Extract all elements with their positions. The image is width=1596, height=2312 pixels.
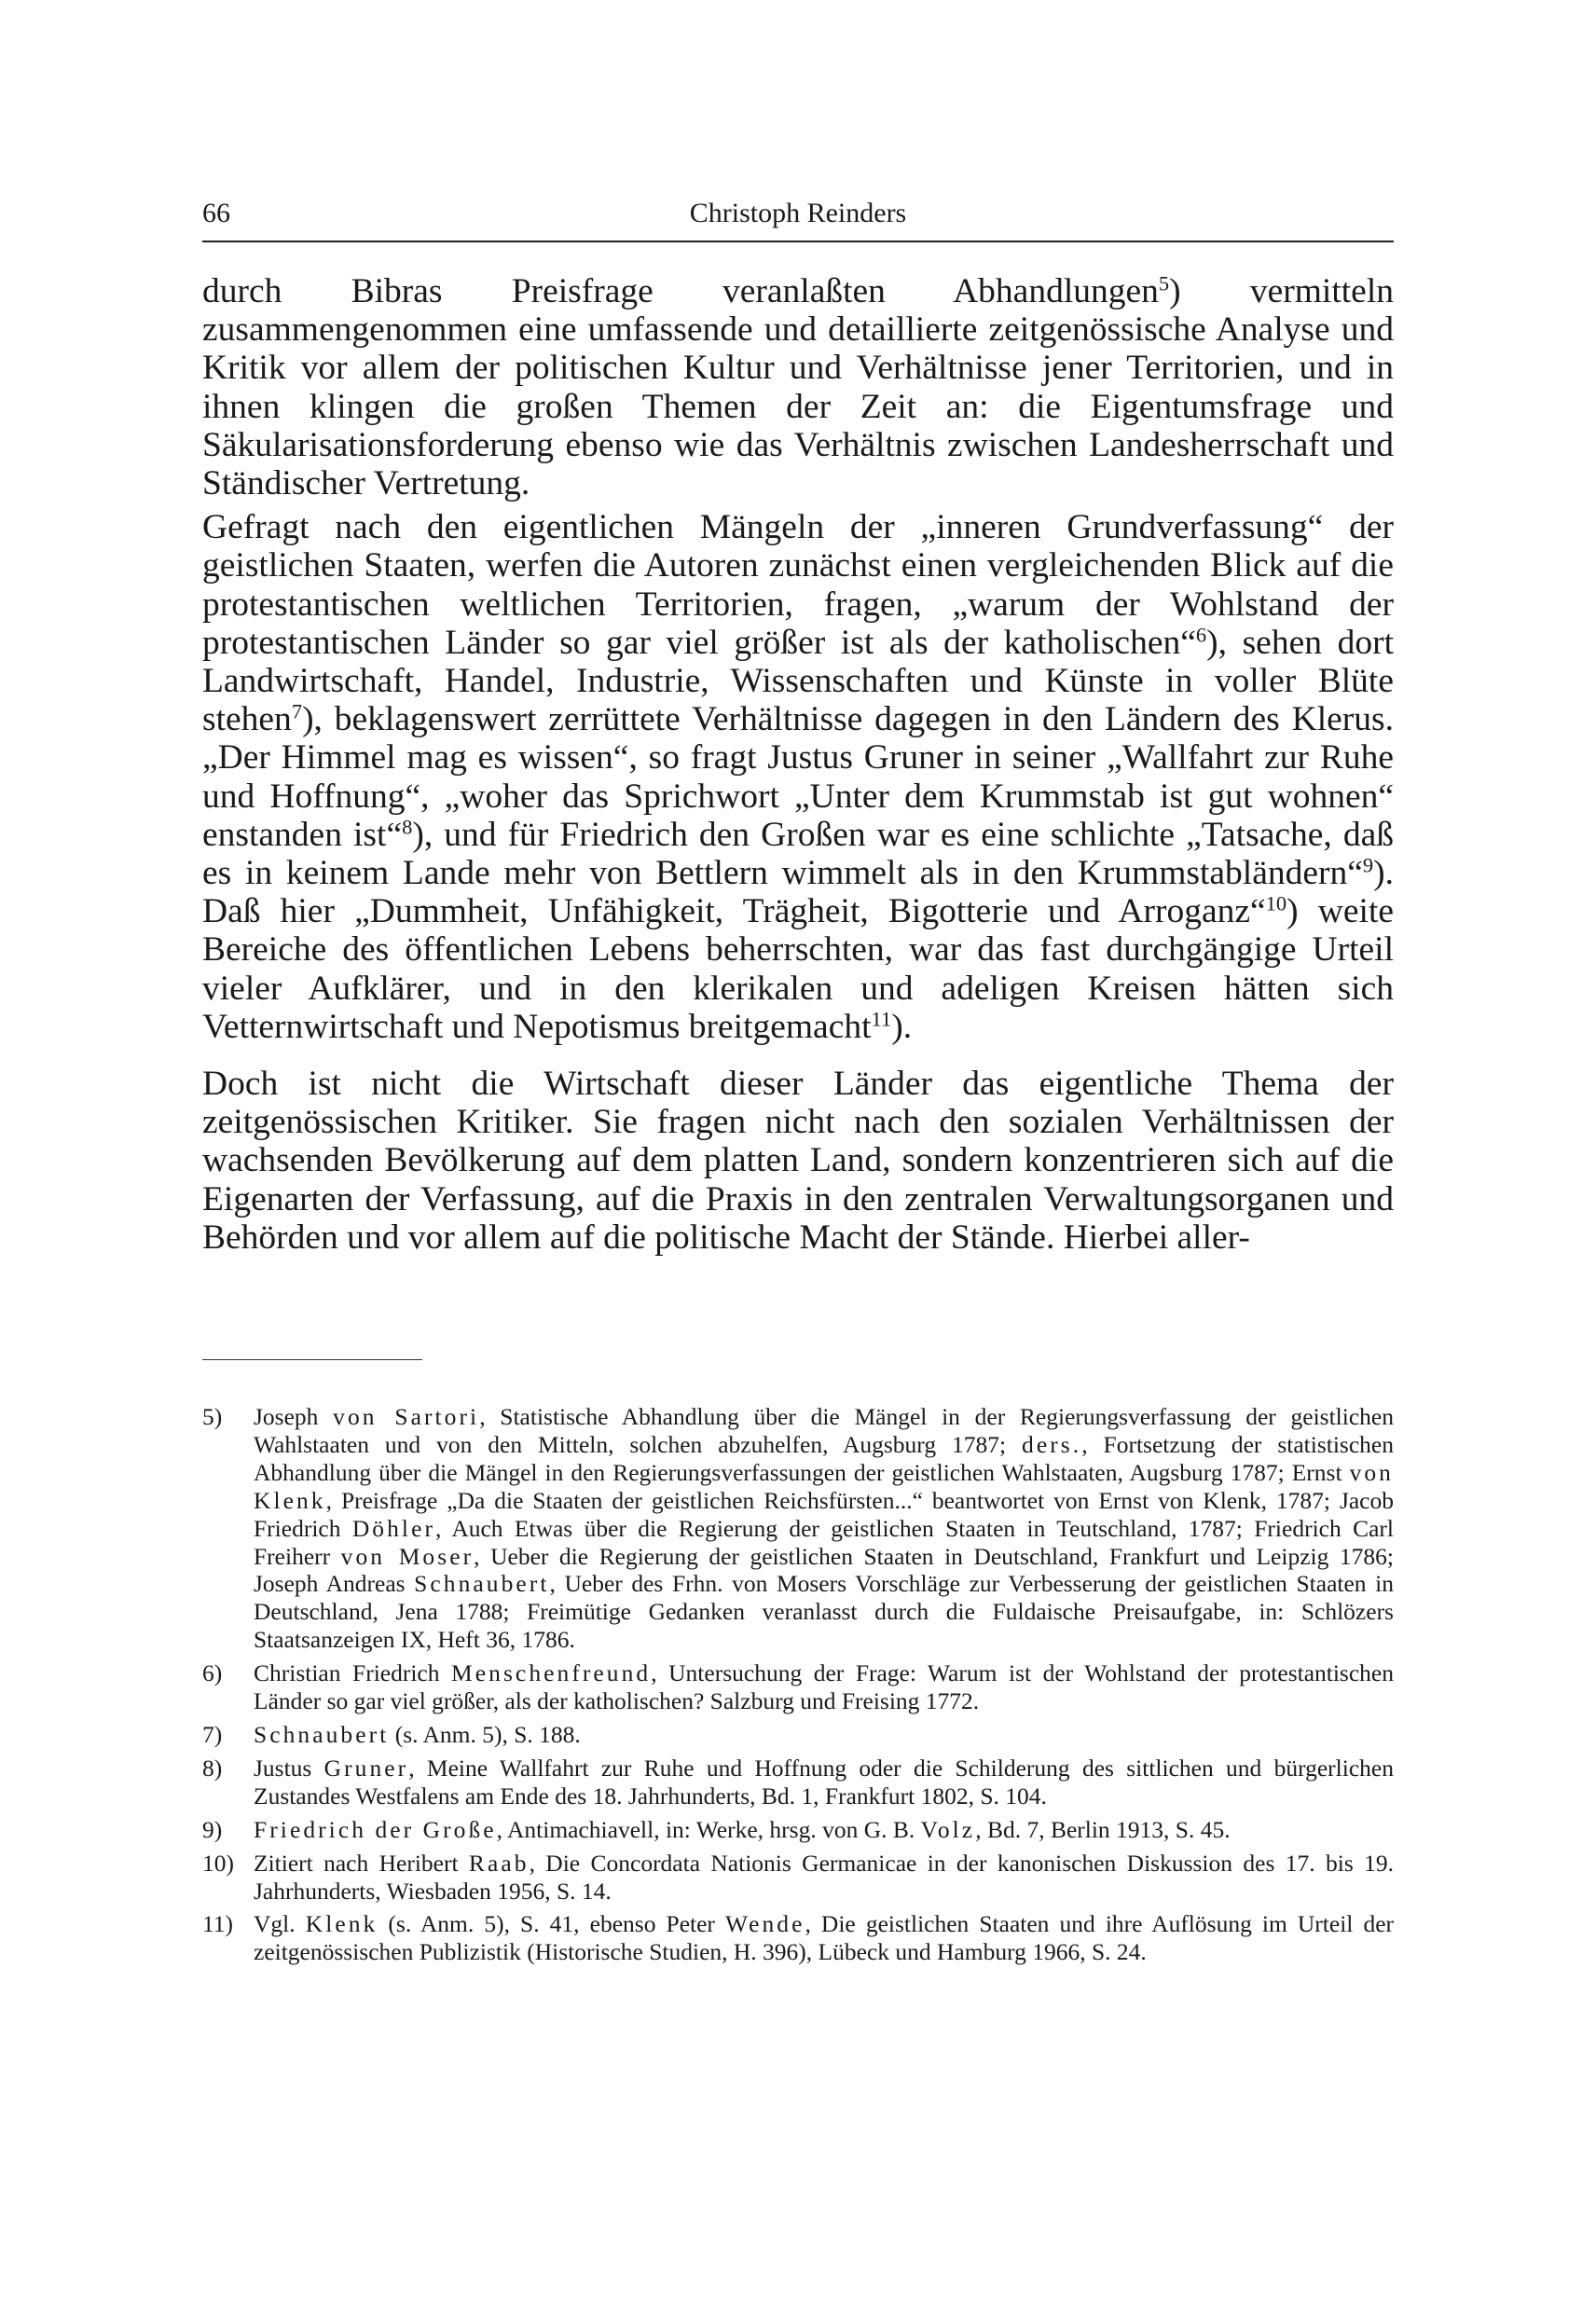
text-run: , Meine Wallfahrt zur Ruhe und Hoffnung oder die Schilderung des sittlichen und bürgerlichen Zustandes Westfalens am Ende des 18. Jahrhunderts, Bd. 1, Frankfurt 1802, S. 104.	[254, 1754, 1394, 1810]
footnote-ref: 10	[1265, 891, 1287, 915]
author-name: Wende	[725, 1910, 805, 1938]
footnote-mark: 11)	[202, 1910, 234, 1938]
footnote-ref: 9	[1362, 853, 1374, 877]
text-run: , Die geistlichen Staaten und ihre Auflösung im Urteil der zeitgenössischen Publizistik (Historische Studien, H. 396), Lübeck und Hamburg 1966, S. 24.	[254, 1910, 1395, 1966]
footnote-ref: 5	[1158, 271, 1170, 296]
author-name: von Klenk	[254, 1458, 1394, 1514]
text-run: ) weite Bereiche des öffentlichen Lebens beherrschten, war das fast durchgängige Urteil vieler Aufklärer, und in den klerikalen und adeligen Kreisen hätten sich Vetternwirtschaft und Nepotismus breitgemacht	[202, 892, 1395, 1046]
footnote-6	[202, 1659, 1394, 1715]
main-text	[202, 272, 1394, 1257]
footnote-mark: 7)	[202, 1720, 223, 1748]
footnote-mark: 6)	[202, 1659, 223, 1687]
text-run: , Auch Etwas über die Regierung der geistlichen Staaten in Teutschland, 1787; Friedrich Carl Freiherr	[254, 1514, 1394, 1570]
paragraph-1	[202, 272, 1394, 502]
text-run: Zitiert nach Heribert	[254, 1849, 469, 1877]
author-name: von Moser	[340, 1542, 475, 1570]
text-run: , Untersuchung der Frage: Warum ist der Wohlstand der protestantischen Länder so gar viel größer, als der katholischen? Salzburg und Freising 1772.	[254, 1659, 1394, 1715]
author-name: ders.	[1022, 1430, 1082, 1458]
footnotes	[202, 1403, 1394, 1972]
footnote-10	[202, 1850, 1394, 1906]
footnote-5	[202, 1403, 1394, 1654]
paragraph-3: Doch ist nicht die Wirtschaft dieser Länder das eigentliche Thema der zeitgenössischen Kritiker. Sie fragen nicht nach den sozialen Verhältnissen der wachsenden Bevölkerung auf dem platten Land, sondern konzentrieren sich auf die Eigenarten der Verfassung, auf die Praxis in den zentralen Verwaltungsorganen und Behörden und vor allem auf die politische Macht der Stände. Hierbei aller-	[202, 1065, 1394, 1257]
text-run: ) vermitteln zusammengenommen eine umfassende und detaillierte zeitgenössische Analyse und Kritik vor allem der politischen Kultur und Verhältnisse jener Territorien, und in ihnen klingen die großen Themen der Zeit an: die Eigentumsfrage und Säkularisationsforderung ebenso wie das Verhältnis zwischen Landesherrschaft und Ständischer Vertretung.	[202, 272, 1394, 503]
footnote-ref: 11	[871, 1007, 892, 1031]
text-run: ), und für Friedrich den Großen war es eine schlichte „Tatsache, daß es in keinem Lande mehr von Bettlern wimmelt als in den Krummstabländern“	[202, 815, 1394, 893]
footnote-mark: 9)	[202, 1815, 223, 1843]
author-name: Raab	[468, 1849, 530, 1877]
running-head-title: Christoph Reinders	[689, 198, 907, 228]
author-name: Schnaubert	[414, 1570, 550, 1598]
footnote-8	[202, 1755, 1394, 1810]
text-run: ).	[891, 1007, 913, 1046]
author-name: Friedrich der Große	[254, 1815, 497, 1843]
footnote-ref: 8	[402, 815, 413, 839]
text-run: , Statistische Abhandlung über die Mängel in der Regierungsverfassung der geistlichen Wahlstaaten und von den Mitteln, solchen abzuhelfen, Augsburg 1787;	[254, 1403, 1394, 1458]
text-run: , Die Concordata Nationis Germanicae in der kanonischen Diskussion des 17. bis 19. Jahrhunderts, Wiesbaden 1956, S. 14.	[254, 1849, 1394, 1905]
text-run: ), sehen dort Landwirtschaft, Handel, Industrie, Wissenschaften und Künste in voller Blüte stehen	[202, 623, 1394, 739]
footnote-11	[202, 1910, 1394, 1966]
author-name: Menschenfreund	[451, 1659, 652, 1687]
footnote-ref: 6	[1195, 623, 1207, 647]
page-number: 66	[202, 198, 230, 228]
paragraph-2	[202, 508, 1394, 1046]
text-run: (s. Anm. 5), S. 188.	[389, 1720, 581, 1748]
text-run: , Ueber die Regierung der geistlichen Staaten in Deutschland, Frankfurt und Leipzig 1786; Joseph Andreas	[254, 1542, 1394, 1598]
text-run: Vgl.	[254, 1910, 306, 1938]
text-run: ). Daß hier „Dummheit, Unfähigkeit, Trägheit, Bigotterie und Arroganz“	[202, 854, 1394, 931]
header-rule	[202, 241, 1394, 242]
text-run: , Antimachiavell, in: Werke, hrsg. von G. B.	[496, 1815, 921, 1843]
text-run: Christian Friedrich	[254, 1659, 452, 1687]
author-name: Volz	[920, 1815, 976, 1843]
text-run: Joseph	[254, 1403, 334, 1430]
footnote-rule	[202, 1359, 422, 1360]
author-name: von Sartori	[333, 1403, 480, 1430]
footnote-mark: 10)	[202, 1849, 234, 1877]
text-run: , Fortsetzung der statistischen Abhandlung über die Mängel in den Regierungsverfassungen der geistlichen Wahlstaaten, Augsburg 1787; Ernst	[254, 1430, 1394, 1486]
footnote-7	[202, 1721, 1394, 1749]
text-run: durch Bibras Preisfrage veranlaßten Abhandlungen	[202, 272, 1159, 310]
text-run: Gefragt nach den eigentlichen Mängeln der „inneren Grundverfassung“ der geistlichen Staaten, werfen die Autoren zunächst einen vergleichenden Blick auf die protestantischen weltlichen Territorien, fragen, „warum der Wohlstand der protestantischen Länder so gar viel größer ist als der katholischen“	[202, 508, 1394, 662]
author-name: Döhler	[351, 1514, 435, 1542]
footnote-mark: 5)	[202, 1403, 223, 1430]
author-name: Gruner	[323, 1754, 409, 1782]
running-head	[202, 191, 1394, 236]
text-run: ), beklagenswert zerrüttete Verhältnisse dagegen in den Ländern des Klerus. „Der Himmel mag es wissen“, so fragt Justus Gruner in seiner „Wallfahrt zur Ruhe und Hoffnung“, „woher das Sprichwort „Unter dem Krummstab ist gut wohnen“ enstanden ist“	[202, 700, 1394, 854]
text-run: , Bd. 7, Berlin 1913, S. 45.	[975, 1815, 1231, 1843]
author-name: Klenk	[305, 1910, 378, 1938]
footnote-9	[202, 1816, 1394, 1844]
text-run: (s. Anm. 5), S. 41, ebenso Peter	[378, 1910, 725, 1938]
text-run: , Preisfrage „Da die Staaten der geistlichen Reichsfürsten...“ beantwortet von Ernst von Klenk, 1787; Jacob Friedrich	[254, 1486, 1394, 1542]
footnote-ref: 7	[291, 699, 303, 723]
text-run: , Ueber des Frhn. von Mosers Vorschläge zur Verbesserung der geistlichen Staaten in Deutschland, Jena 1788; Freimütige Gedanken veranlasst durch die Fuldaische Preisaufgabe, in: Schlözers Staatsanzeigen IX, Heft 36, 1786.	[254, 1570, 1394, 1654]
text-run: Justus	[254, 1754, 324, 1782]
author-name: Schnaubert	[254, 1720, 390, 1748]
footnote-mark: 8)	[202, 1754, 223, 1782]
